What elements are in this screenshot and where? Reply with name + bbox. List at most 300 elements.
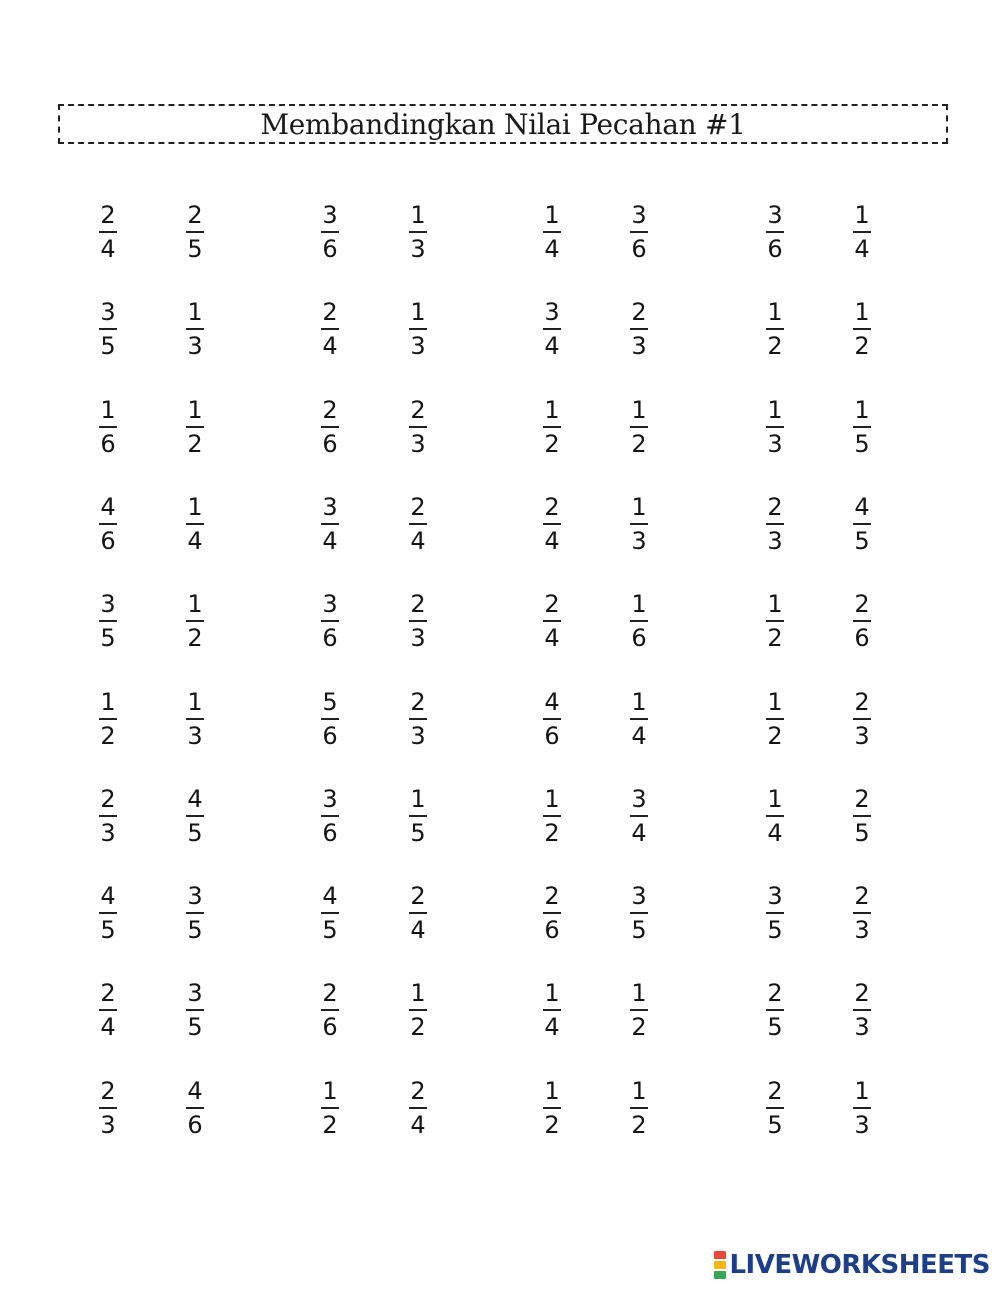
fraction-numerator: 3	[767, 882, 783, 911]
fraction-numerator: 1	[544, 201, 560, 229]
fraction	[93, 494, 123, 554]
fraction-numerator: 1	[854, 201, 870, 229]
fraction-denominator: 3	[854, 1013, 870, 1042]
fraction	[624, 1078, 654, 1138]
fraction-denominator: 4	[544, 624, 560, 653]
fraction-numerator: 1	[854, 395, 870, 424]
brand-name: LIVEWORKSHEETS	[729, 1250, 990, 1280]
fraction-numerator: 1	[631, 979, 647, 1008]
fraction-numerator: 2	[410, 590, 426, 619]
fraction-denominator: 6	[631, 235, 647, 263]
fraction	[624, 494, 654, 554]
fraction-denominator: 6	[100, 526, 116, 555]
fraction	[93, 689, 123, 749]
fraction-bar	[99, 328, 117, 330]
fraction-bar	[186, 231, 204, 233]
fraction-numerator: 3	[322, 492, 338, 521]
fraction-denominator: 4	[767, 818, 783, 847]
fraction	[847, 202, 877, 262]
fraction-bar	[543, 1107, 561, 1109]
fraction-numerator: 3	[187, 882, 203, 911]
fraction-denominator: 2	[544, 429, 560, 458]
fraction	[180, 883, 210, 943]
fraction-denominator: 4	[544, 526, 560, 555]
fraction-bar	[853, 1009, 871, 1011]
logo-block	[714, 1261, 726, 1269]
fraction-denominator: 4	[322, 332, 338, 361]
fraction	[315, 591, 345, 651]
fraction-denominator: 3	[854, 721, 870, 750]
fraction-bar	[409, 231, 427, 233]
fraction-numerator: 1	[322, 1076, 338, 1105]
fraction-bar	[766, 815, 784, 817]
fraction-numerator: 1	[410, 201, 426, 229]
fraction-bar	[186, 912, 204, 914]
fraction-numerator: 1	[767, 590, 783, 619]
fraction-numerator: 1	[631, 395, 647, 424]
fraction-bar	[99, 523, 117, 525]
fraction-denominator: 5	[100, 916, 116, 945]
fraction-denominator: 4	[544, 332, 560, 361]
fraction-numerator: 1	[631, 687, 647, 716]
fraction-numerator: 1	[767, 784, 783, 813]
fraction-numerator: 1	[767, 298, 783, 327]
fraction-denominator: 5	[187, 818, 203, 847]
fraction-bar	[99, 1009, 117, 1011]
fraction-denominator: 4	[410, 916, 426, 945]
fraction-bar	[409, 1107, 427, 1109]
fraction-numerator: 3	[187, 979, 203, 1008]
fraction-numerator: 1	[544, 1076, 560, 1105]
fraction-bar	[409, 426, 427, 428]
fraction-bar	[321, 426, 339, 428]
fraction	[760, 202, 790, 262]
fraction-bar	[543, 1009, 561, 1011]
fraction	[760, 397, 790, 457]
fraction-denominator: 5	[767, 916, 783, 945]
fraction-bar	[186, 328, 204, 330]
fraction-bar	[543, 718, 561, 720]
fraction-numerator: 1	[854, 298, 870, 327]
logo-block	[714, 1251, 726, 1259]
fraction-bar	[853, 328, 871, 330]
fraction-bar	[630, 231, 648, 233]
fraction-denominator: 6	[322, 429, 338, 458]
fraction-denominator: 6	[544, 916, 560, 945]
fraction-denominator: 3	[631, 332, 647, 361]
fraction-bar	[766, 523, 784, 525]
fraction-numerator: 5	[322, 687, 338, 716]
fraction-denominator: 4	[544, 235, 560, 263]
fraction	[93, 980, 123, 1040]
fraction	[624, 202, 654, 262]
fraction	[315, 494, 345, 554]
fraction-numerator: 2	[322, 979, 338, 1008]
fraction-bar	[186, 523, 204, 525]
fraction-numerator: 1	[187, 492, 203, 521]
fraction-bar	[321, 718, 339, 720]
fraction-bar	[630, 912, 648, 914]
fraction-bar	[186, 1009, 204, 1011]
fraction	[93, 202, 123, 262]
fraction-bar	[321, 231, 339, 233]
fraction	[760, 1078, 790, 1138]
fraction	[180, 1078, 210, 1138]
fraction-numerator: 1	[187, 590, 203, 619]
fraction-bar	[630, 1107, 648, 1109]
fraction-numerator: 2	[322, 395, 338, 424]
fraction	[93, 786, 123, 846]
fraction	[403, 980, 433, 1040]
fraction	[315, 883, 345, 943]
fraction-numerator: 1	[410, 979, 426, 1008]
fraction-denominator: 2	[544, 1110, 560, 1139]
fraction-denominator: 4	[631, 721, 647, 750]
fraction-denominator: 3	[631, 526, 647, 555]
fraction-numerator: 1	[767, 395, 783, 424]
fraction-numerator: 1	[631, 590, 647, 619]
fraction-denominator: 2	[767, 721, 783, 750]
fraction-bar	[321, 523, 339, 525]
fraction-denominator: 2	[100, 721, 116, 750]
fraction-denominator: 2	[767, 332, 783, 361]
fraction-denominator: 4	[410, 1110, 426, 1139]
fraction-numerator: 2	[854, 882, 870, 911]
fraction-bar	[630, 815, 648, 817]
fraction-numerator: 2	[767, 979, 783, 1008]
fraction-denominator: 5	[767, 1110, 783, 1139]
fraction-denominator: 5	[322, 916, 338, 945]
fraction-denominator: 6	[322, 1013, 338, 1042]
fraction	[315, 1078, 345, 1138]
fraction-bar	[99, 912, 117, 914]
fraction-bar	[99, 231, 117, 233]
fraction-bar	[186, 815, 204, 817]
fraction-numerator: 1	[410, 784, 426, 813]
fraction-numerator: 3	[322, 590, 338, 619]
fraction	[760, 689, 790, 749]
fraction-bar	[766, 1009, 784, 1011]
fraction-denominator: 3	[767, 429, 783, 458]
fraction-numerator: 3	[322, 201, 338, 229]
fraction-bar	[99, 426, 117, 428]
fraction-denominator: 5	[187, 235, 203, 263]
fraction	[403, 299, 433, 359]
fraction-denominator: 5	[631, 916, 647, 945]
fraction-denominator: 4	[854, 235, 870, 263]
fraction-bar	[630, 620, 648, 622]
fraction-denominator: 2	[767, 624, 783, 653]
fraction	[403, 591, 433, 651]
fraction	[847, 299, 877, 359]
fraction	[847, 980, 877, 1040]
fraction	[537, 202, 567, 262]
fraction-bar	[853, 426, 871, 428]
fraction-denominator: 2	[544, 818, 560, 847]
fraction	[847, 689, 877, 749]
fraction	[847, 1078, 877, 1138]
fraction-numerator: 2	[854, 979, 870, 1008]
fraction	[537, 689, 567, 749]
fraction-bar	[321, 1107, 339, 1109]
fraction-denominator: 3	[187, 332, 203, 361]
fraction-denominator: 3	[410, 624, 426, 653]
fraction-bar	[99, 718, 117, 720]
fraction	[403, 1078, 433, 1138]
fraction	[315, 397, 345, 457]
fraction-bar	[543, 523, 561, 525]
fraction-numerator: 2	[410, 395, 426, 424]
fraction-numerator: 4	[187, 784, 203, 813]
fraction-denominator: 3	[100, 1110, 116, 1139]
fraction	[537, 591, 567, 651]
fraction-bar	[99, 815, 117, 817]
fraction-numerator: 1	[187, 298, 203, 327]
fraction-bar	[99, 1107, 117, 1109]
fraction	[760, 494, 790, 554]
fraction-bar	[630, 328, 648, 330]
fraction-denominator: 5	[100, 332, 116, 361]
fraction-denominator: 5	[410, 818, 426, 847]
fraction-numerator: 2	[854, 590, 870, 619]
fraction-denominator: 6	[322, 721, 338, 750]
fraction-numerator: 4	[854, 492, 870, 521]
worksheet-title: Membandingkan Nilai Pecahan #1	[260, 107, 746, 141]
fraction-bar	[853, 620, 871, 622]
fraction-denominator: 5	[187, 1013, 203, 1042]
fraction-denominator: 2	[410, 1013, 426, 1042]
fraction-numerator: 3	[100, 590, 116, 619]
fraction-bar	[543, 815, 561, 817]
fraction-bar	[766, 912, 784, 914]
fraction-bar	[630, 718, 648, 720]
fraction	[624, 786, 654, 846]
fraction-numerator: 2	[631, 298, 647, 327]
fraction-denominator: 3	[854, 916, 870, 945]
fraction-bar	[409, 815, 427, 817]
fraction-bar	[409, 912, 427, 914]
fraction	[180, 494, 210, 554]
fraction	[93, 397, 123, 457]
fraction-bar	[766, 328, 784, 330]
fraction	[180, 786, 210, 846]
fraction	[180, 202, 210, 262]
fraction-numerator: 4	[100, 492, 116, 521]
fraction	[315, 786, 345, 846]
fraction	[760, 883, 790, 943]
fraction-numerator: 2	[767, 1076, 783, 1105]
fraction	[847, 494, 877, 554]
fraction-numerator: 2	[767, 492, 783, 521]
fraction-numerator: 2	[100, 784, 116, 813]
fraction-denominator: 6	[322, 818, 338, 847]
fraction-bar	[630, 426, 648, 428]
fraction-bar	[409, 328, 427, 330]
fraction-bar	[321, 912, 339, 914]
fraction-denominator: 2	[631, 1110, 647, 1139]
fraction-bar	[543, 912, 561, 914]
fraction	[624, 689, 654, 749]
fraction-numerator: 2	[100, 1076, 116, 1105]
fraction	[93, 591, 123, 651]
fraction	[93, 1078, 123, 1138]
fraction-bar	[321, 620, 339, 622]
fraction-denominator: 4	[631, 818, 647, 847]
fraction-bar	[409, 523, 427, 525]
fraction-denominator: 4	[410, 526, 426, 555]
fraction	[315, 202, 345, 262]
fraction	[180, 397, 210, 457]
fraction-bar	[766, 1107, 784, 1109]
fraction-denominator: 4	[322, 526, 338, 555]
fraction	[760, 591, 790, 651]
fraction	[537, 786, 567, 846]
fraction	[624, 299, 654, 359]
fraction-bar	[543, 231, 561, 233]
fraction-bar	[543, 620, 561, 622]
fraction-numerator: 3	[631, 784, 647, 813]
fraction	[180, 980, 210, 1040]
fraction-denominator: 3	[410, 235, 426, 263]
fraction-denominator: 6	[854, 624, 870, 653]
fraction-bar	[853, 231, 871, 233]
fraction-numerator: 1	[544, 979, 560, 1008]
fraction-denominator: 4	[100, 1013, 116, 1042]
fraction-numerator: 2	[854, 687, 870, 716]
fraction-numerator: 2	[544, 590, 560, 619]
fraction	[180, 299, 210, 359]
fraction	[180, 689, 210, 749]
fraction-numerator: 1	[410, 298, 426, 327]
fraction	[624, 397, 654, 457]
fraction-numerator: 1	[187, 687, 203, 716]
fraction	[315, 689, 345, 749]
fraction	[537, 299, 567, 359]
fraction-bar	[543, 426, 561, 428]
fraction	[760, 786, 790, 846]
fraction-bar	[543, 328, 561, 330]
fraction-numerator: 2	[410, 1076, 426, 1105]
fraction-numerator: 3	[100, 298, 116, 327]
fraction-bar	[321, 1009, 339, 1011]
fraction	[315, 980, 345, 1040]
fraction-numerator: 2	[410, 492, 426, 521]
fraction-numerator: 2	[544, 882, 560, 911]
fraction-numerator: 3	[631, 882, 647, 911]
fraction-denominator: 4	[544, 1013, 560, 1042]
fraction-denominator: 3	[187, 721, 203, 750]
fraction-denominator: 6	[322, 624, 338, 653]
fraction-denominator: 3	[100, 818, 116, 847]
fraction	[847, 591, 877, 651]
fraction-bar	[321, 328, 339, 330]
fraction-bar	[186, 426, 204, 428]
fraction	[403, 202, 433, 262]
fraction-denominator: 3	[767, 526, 783, 555]
fraction-denominator: 3	[410, 332, 426, 361]
fraction-denominator: 5	[854, 526, 870, 555]
fraction-denominator: 5	[767, 1013, 783, 1042]
fraction	[760, 980, 790, 1040]
fraction-denominator: 2	[187, 624, 203, 653]
fraction	[403, 786, 433, 846]
fraction	[315, 299, 345, 359]
fraction	[537, 883, 567, 943]
fraction-numerator: 2	[410, 882, 426, 911]
fraction-denominator: 2	[631, 1013, 647, 1042]
fraction	[537, 980, 567, 1040]
fraction-numerator: 1	[544, 395, 560, 424]
fraction-numerator: 3	[544, 298, 560, 327]
fraction	[847, 883, 877, 943]
fraction-denominator: 3	[410, 429, 426, 458]
fraction	[180, 591, 210, 651]
fraction-bar	[321, 815, 339, 817]
fraction-bar	[853, 912, 871, 914]
fraction-numerator: 2	[100, 979, 116, 1008]
fraction	[537, 397, 567, 457]
fraction	[847, 786, 877, 846]
fraction-denominator: 5	[100, 624, 116, 653]
fraction-bar	[766, 426, 784, 428]
fraction	[624, 980, 654, 1040]
fraction-bar	[409, 718, 427, 720]
fraction-numerator: 1	[100, 687, 116, 716]
fraction-bar	[630, 523, 648, 525]
fraction-denominator: 4	[100, 235, 116, 263]
fraction-numerator: 2	[322, 298, 338, 327]
fraction-numerator: 1	[854, 1076, 870, 1105]
fraction-numerator: 1	[631, 1076, 647, 1105]
fraction	[537, 1078, 567, 1138]
fraction-numerator: 2	[187, 201, 203, 229]
liveworksheets-logo-icon	[714, 1250, 726, 1280]
fraction-denominator: 6	[100, 429, 116, 458]
fraction	[760, 299, 790, 359]
fraction-numerator: 1	[187, 395, 203, 424]
fraction	[403, 883, 433, 943]
fraction	[403, 689, 433, 749]
fraction-bar	[766, 231, 784, 233]
fraction-numerator: 2	[410, 687, 426, 716]
fraction-numerator: 1	[100, 395, 116, 424]
fraction-bar	[409, 620, 427, 622]
fraction-numerator: 1	[767, 687, 783, 716]
fraction-denominator: 6	[187, 1110, 203, 1139]
logo-block	[714, 1271, 726, 1279]
fraction-denominator: 2	[322, 1110, 338, 1139]
fraction	[93, 883, 123, 943]
fraction-bar	[99, 620, 117, 622]
fraction-bar	[766, 620, 784, 622]
fraction	[93, 299, 123, 359]
fraction-bar	[186, 1107, 204, 1109]
fraction-denominator: 6	[767, 235, 783, 263]
fraction-numerator: 4	[187, 1076, 203, 1105]
fraction-denominator: 5	[854, 429, 870, 458]
fraction-denominator: 6	[544, 721, 560, 750]
fraction	[537, 494, 567, 554]
fraction	[624, 591, 654, 651]
fraction-denominator: 5	[854, 818, 870, 847]
fraction-denominator: 2	[854, 332, 870, 361]
fraction-numerator: 1	[544, 784, 560, 813]
fraction-bar	[853, 1107, 871, 1109]
fraction-numerator: 3	[767, 201, 783, 229]
fraction-numerator: 2	[100, 201, 116, 229]
fraction-denominator: 5	[187, 916, 203, 945]
fraction-denominator: 2	[187, 429, 203, 458]
